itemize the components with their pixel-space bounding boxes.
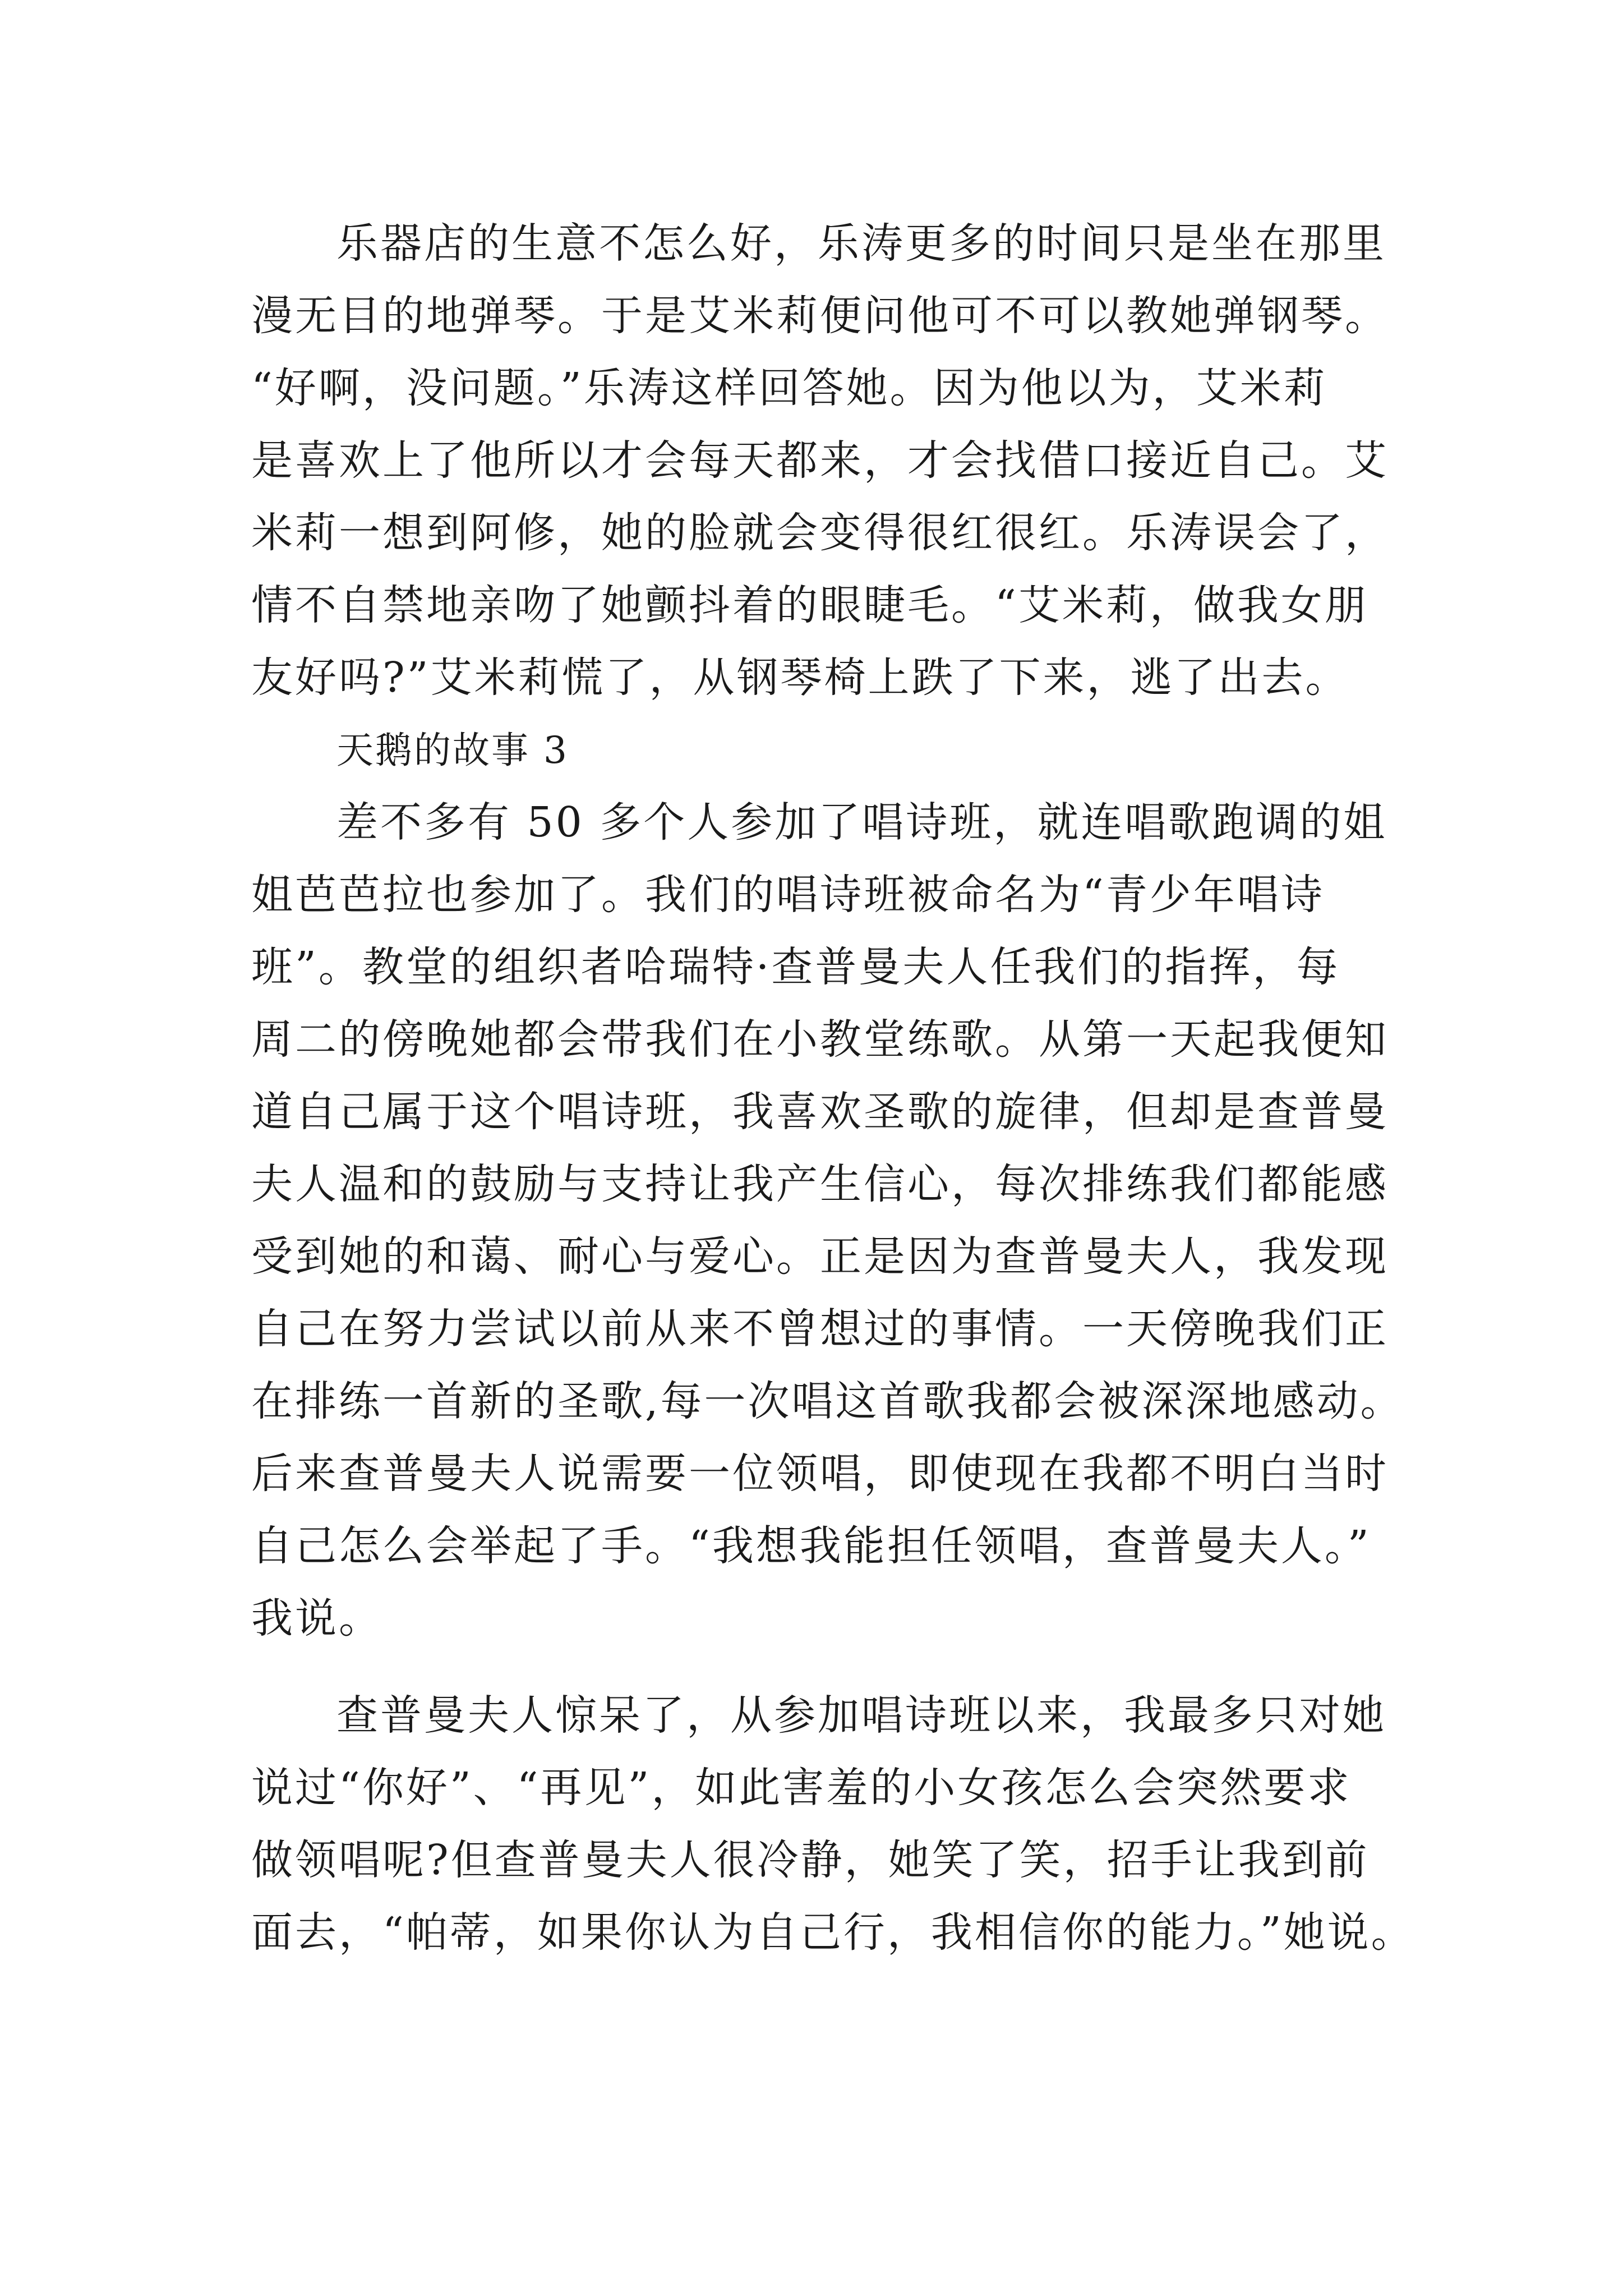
- text-line: 在排练一首新的圣歌,每一次唱这首歌我都会被深深地感动。: [251, 1377, 1404, 1425]
- text-line: 周二的傍晚她都会带我们在小教堂练歌。从第一天起我便知: [251, 1015, 1389, 1064]
- paragraph: [251, 1680, 1415, 1969]
- text-line: 自己在努力尝试以前从来不曾想过的事情。一天傍晚我们正: [251, 1305, 1389, 1353]
- paragraph: [251, 208, 1395, 714]
- section-heading: 天鹅的故事 3: [336, 729, 569, 772]
- text-line: 班”。教堂的组织者哈瑞特·查普曼夫人任我们的指挥，每: [251, 943, 1340, 991]
- text-line: 受到她的和蔼、耐心与爱心。正是因为查普曼夫人，我发现: [251, 1232, 1389, 1281]
- text-line: 查普曼夫人惊呆了，从参加唱诗班以来，我最多只对她: [336, 1691, 1386, 1740]
- text-line: 米莉一想到阿修，她的脸就会变得很红很红。乐涛误会了，: [251, 509, 1389, 557]
- text-line: 做领唱呢?但查普曼夫人很冷静，她笑了笑，招手让我到前: [251, 1836, 1370, 1884]
- text-line: 自己怎么会举起了手。“我想我能担任领唱，查普曼夫人。”: [251, 1522, 1371, 1570]
- paragraph: [251, 786, 1404, 1655]
- text-line: 差不多有 50 多个人参加了唱诗班，就连唱歌跑调的姐: [336, 798, 1387, 846]
- text-line: 姐芭芭拉也参加了。我们的唱诗班被命名为“青少年唱诗: [251, 871, 1325, 919]
- text-line: 漫无目的地弹琴。于是艾米莉便问他可不可以教她弹钢琴。: [251, 292, 1389, 340]
- text-line: 后来查普曼夫人说需要一位领唱，即使现在我都不明白当时: [251, 1450, 1389, 1498]
- text-line: 乐器店的生意不怎么好，乐涛更多的时间只是坐在那里: [336, 219, 1386, 268]
- text-line: 道自己属于这个唱诗班，我喜欢圣歌的旋律，但却是查普曼: [251, 1088, 1389, 1136]
- text-line: 是喜欢上了他所以才会每天都来，才会找借口接近自己。艾: [251, 436, 1389, 485]
- text-line: 说过“你好”、“再见”，如此害羞的小女孩怎么会突然要求: [251, 1764, 1352, 1812]
- text-line: “好啊，没问题。”乐涛这样回答她。因为他以为，艾米莉: [251, 364, 1327, 412]
- text-line: 情不自禁地亲吻了她颤抖着的眼睫毛。“艾米莉，做我女朋: [251, 581, 1368, 629]
- text-line: 面去，“帕蒂，如果你认为自己行，我相信你的能力。”她说。: [251, 1908, 1415, 1957]
- text-line: 我说。: [251, 1594, 382, 1642]
- text-line: 友好吗?”艾米莉慌了，从钢琴椅上跌了下来，逃了出去。: [251, 654, 1349, 702]
- text-line: 夫人温和的鼓励与支持让我产生信心，每次排练我们都能感: [251, 1160, 1389, 1208]
- document-body: [251, 208, 1415, 1969]
